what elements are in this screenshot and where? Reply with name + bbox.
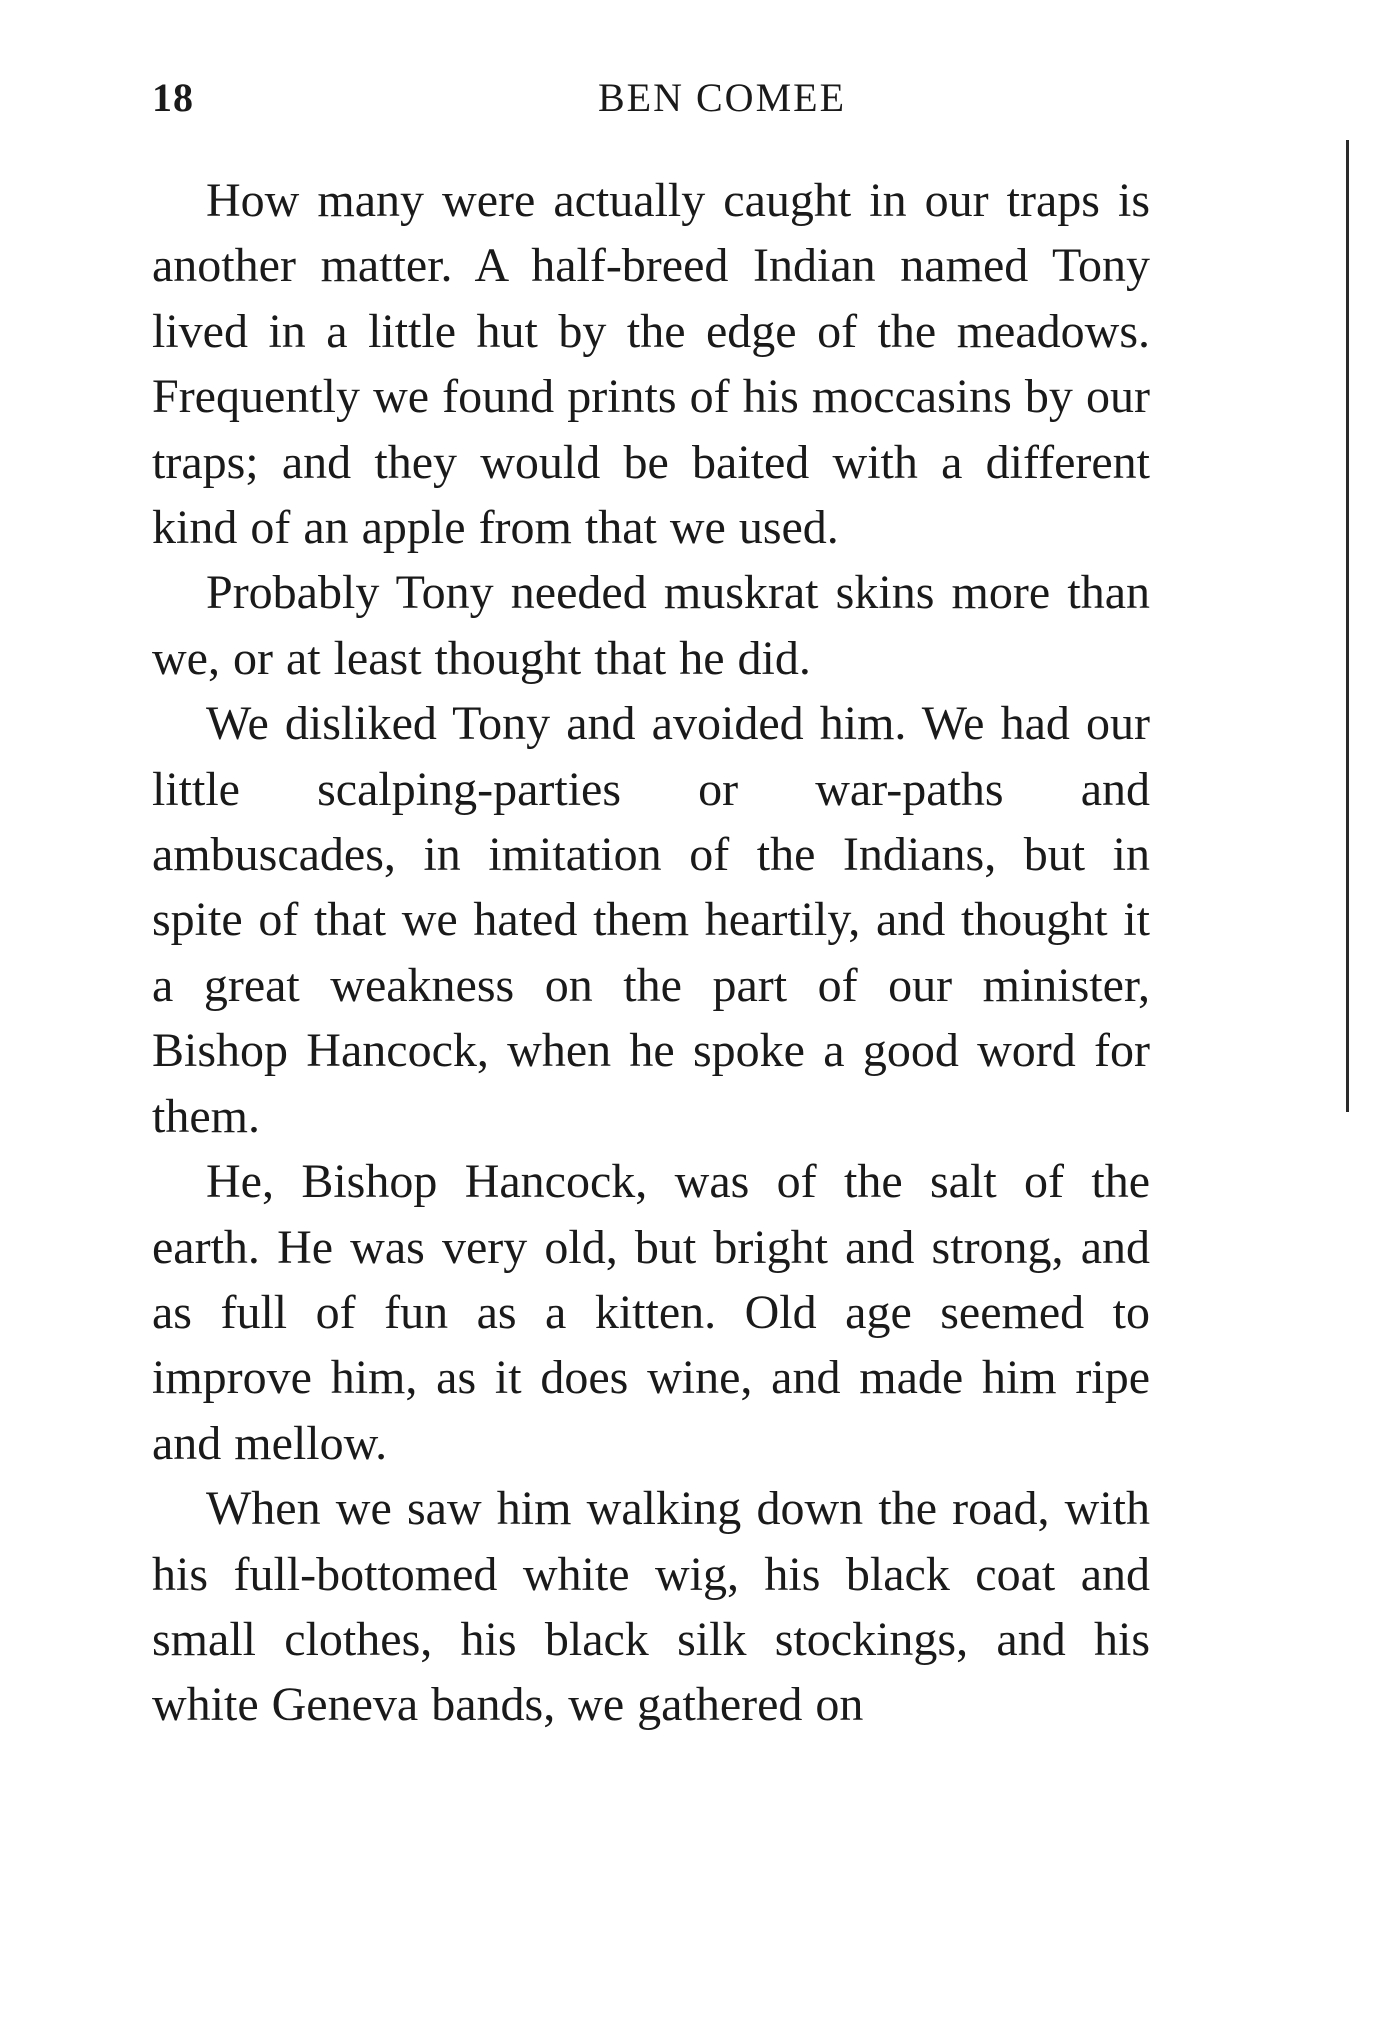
body-text <box>152 168 1150 1738</box>
running-title: BEN COMEE <box>598 75 846 120</box>
running-head <box>152 74 1152 134</box>
page-number: 18 <box>152 75 194 120</box>
page-edge-rule <box>1346 140 1349 1112</box>
paragraph: When we saw him walking down the road, with his full-bottomed white wig, his black coat and small clothes, his black silk stockings, and his white Geneva bands, we gathered on <box>152 1482 1150 1732</box>
paragraph: How many were actually caught in our traps is another matter. A half-breed Indian named Tony lived in a little hut by the edge of the meadows. Frequently we found prints of his moccasins by our traps; and they would be baited with a different kind of an apple from that we used. <box>152 174 1150 555</box>
paragraph: We disliked Tony and avoided him. We had our little scalping-parties or war-paths and ambuscades, in imitation of the Indians, but in spite of that we hated them heartily, and thought it a great weakness on the part of our minister, Bishop Hancock, when he spoke a good word for them. <box>152 697 1150 1143</box>
paragraph: Probably Tony needed muskrat skins more than we, or at least thought that he did. <box>152 566 1150 685</box>
paragraph: He, Bishop Hancock, was of the salt of the earth. He was very old, but bright and strong, and as full of fun as a kitten. Old age seemed to improve him, as it does wine, and made him ripe and mellow. <box>152 1155 1150 1470</box>
